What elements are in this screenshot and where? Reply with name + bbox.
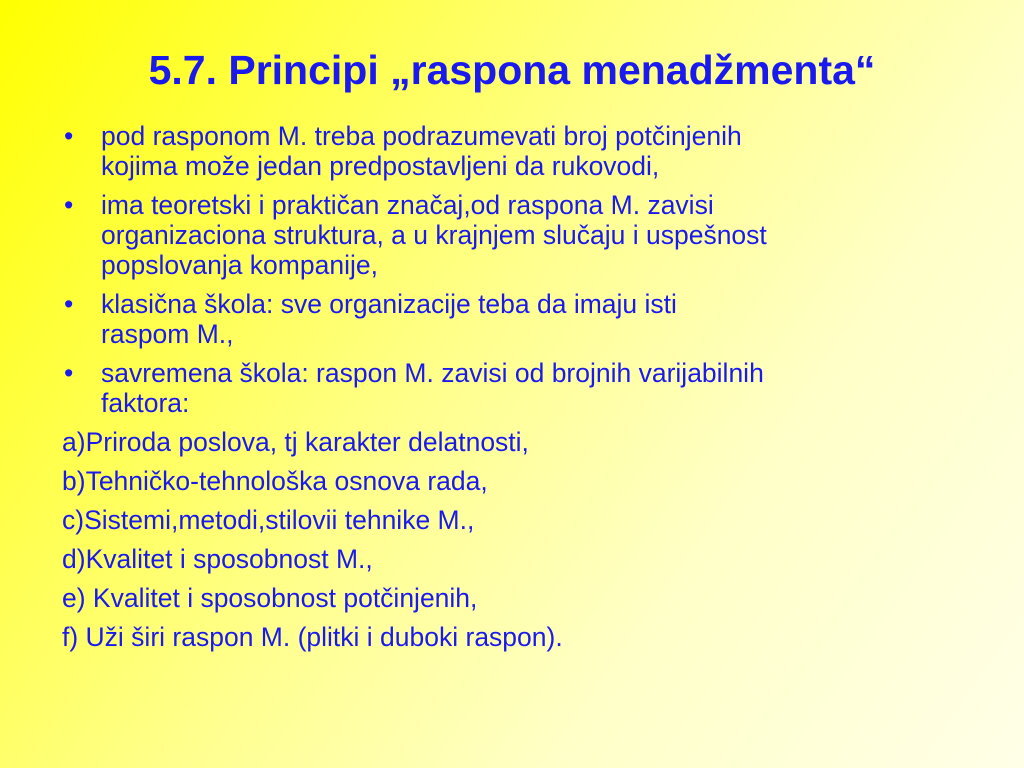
- factor-item-e: e) Kvalitet i sposobnost potčinjenih,: [62, 583, 478, 613]
- bullet-marker: •: [64, 190, 74, 220]
- bullet-line: ima teoretski i praktičan značaj,od raspona M. zavisi: [101, 190, 714, 220]
- bullet-line: popslovanja kompanije,: [101, 250, 378, 280]
- bullet-item: [62, 289, 982, 349]
- bullet-marker: •: [64, 121, 74, 151]
- factor-item-a: a)Priroda poslova, tj karakter delatnosti,: [62, 427, 529, 457]
- bullet-marker: •: [64, 358, 74, 388]
- factor-list: [62, 427, 982, 652]
- bullet-line: pod rasponom M. treba podrazumevati broj potčinjenih: [101, 121, 742, 151]
- factor-item-f: f) Uži širi raspon M. (plitki i duboki raspon).: [62, 622, 563, 652]
- bullet-line: organizaciona struktura, a u krajnjem slučaju i uspešnost: [101, 220, 767, 250]
- bullet-line: faktora:: [101, 388, 190, 418]
- slide-body: [62, 121, 982, 661]
- factor-item-b: b)Tehničko-tehnološka osnova rada,: [62, 466, 488, 496]
- bullet-marker: •: [64, 289, 74, 319]
- factor-item-d: d)Kvalitet i sposobnost M.,: [62, 544, 373, 574]
- bullet-item: [62, 190, 982, 280]
- bullet-line: raspom M.,: [101, 319, 234, 349]
- factor-item-c: c)Sistemi,metodi,stilovii tehnike M.,: [62, 505, 475, 535]
- slide-title: 5.7. Principi „raspona menadžmenta“: [148, 47, 876, 93]
- bullet-line: savremena škola: raspon M. zavisi od brojnih varijabilnih: [101, 358, 764, 388]
- bullet-item: [62, 121, 982, 181]
- bullet-list: [62, 121, 982, 418]
- bullet-line: kojima može jedan predpostavljeni da rukovodi,: [101, 151, 660, 181]
- bullet-line: klasična škola: sve organizacije teba da imaju isti: [101, 289, 677, 319]
- bullet-item: [62, 358, 982, 418]
